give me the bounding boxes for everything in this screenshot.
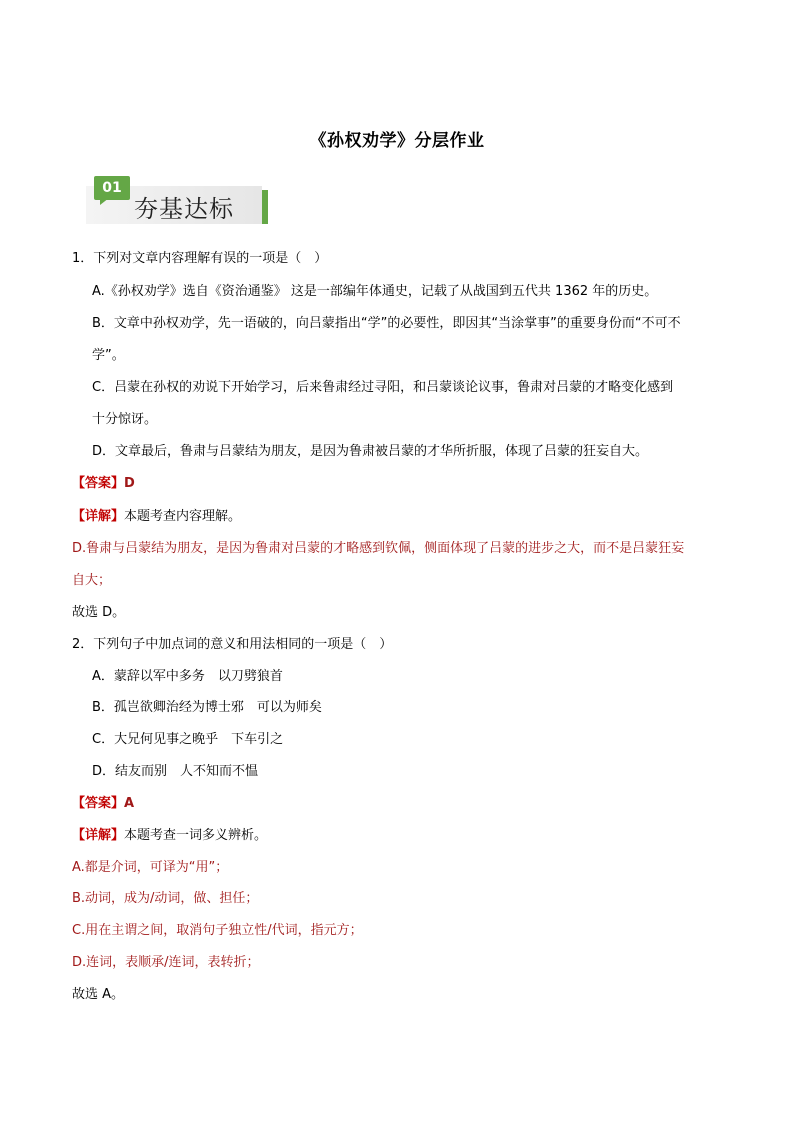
question-1-explanation-line: 自大； <box>72 573 112 588</box>
question-2-answer <box>72 795 134 813</box>
question-2-stem: 2．下列句子中加点词的意义和用法相同的一项是（ ） <box>72 637 393 652</box>
answer-value: A <box>124 796 135 811</box>
banner-accent-bar <box>262 190 268 224</box>
page-title: 《孙权劝学》分层作业 <box>309 131 485 151</box>
speech-bubble-tail-icon <box>100 198 109 205</box>
question-2-option-c: C．大兄何见事之晚乎 下车引之 <box>92 732 284 747</box>
answer-label: 【答案】 <box>72 796 125 811</box>
question-1-option-a: A.《孙权劝学》选自《资治通鉴》 这是一部编年体通史，记载了从战国到五代共 1362 年的历史。 <box>92 284 658 299</box>
question-2-explanation-line: C.用在主谓之间，取消句子独立性/代词，指元方； <box>72 923 363 938</box>
question-2-conclusion: 故选 A。 <box>72 987 125 1002</box>
question-1-explanation-line: D.鲁肃与吕蒙结为朋友，是因为鲁肃对吕蒙的才略感到钦佩，侧面体现了吕蒙的进步之大，而不是吕蒙狂妄 <box>72 541 685 556</box>
question-1-detail <box>72 508 241 526</box>
question-1-option-c-cont: 十分惊讶。 <box>92 412 158 427</box>
question-2-detail <box>72 827 267 845</box>
question-2-option-b: B．孤岂欲卿治经为博士邪 可以为师矣 <box>92 700 322 715</box>
question-2-option-d: D．结友而别 人不知而不愠 <box>92 764 259 779</box>
question-2-explanation-line: B.动词，成为/动词，做、担任； <box>72 891 259 906</box>
section-number-badge: 01 <box>94 176 130 200</box>
question-1-option-d: D．文章最后，鲁肃与吕蒙结为朋友，是因为鲁肃被吕蒙的才华所折服，体现了吕蒙的狂妄自大。 <box>92 444 649 459</box>
detail-text: 本题考查内容理解。 <box>124 509 242 524</box>
detail-label: 【详解】 <box>72 828 125 843</box>
answer-label: 【答案】 <box>72 476 125 491</box>
question-1-conclusion: 故选 D。 <box>72 605 126 620</box>
question-2-explanation-line: D.连词，表顺承/连词，表转折； <box>72 955 260 970</box>
question-1-option-b-cont: 学”。 <box>92 348 125 363</box>
question-2-option-a: A．蒙辞以军中多务 以刀劈狼首 <box>92 669 283 684</box>
question-1-option-b: B．文章中孙权劝学，先一语破的，向吕蒙指出“学”的必要性，即因其“当涂掌事”的重要身份而“不可不 <box>92 316 681 331</box>
answer-value: D <box>124 476 135 491</box>
question-1-answer <box>72 475 135 493</box>
detail-label: 【详解】 <box>72 509 125 524</box>
section-banner <box>86 174 272 226</box>
question-2-explanation-line: A.都是介词，可译为“用”； <box>72 860 229 875</box>
question-1-option-c: C．吕蒙在孙权的劝说下开始学习，后来鲁肃经过寻阳，和吕蒙谈论议事，鲁肃对吕蒙的才略变化感到 <box>92 380 674 395</box>
question-1-stem: 1．下列对文章内容理解有误的一项是（ ） <box>72 251 328 266</box>
section-label: 夯基达标 <box>134 195 234 223</box>
detail-text: 本题考查一词多义辨析。 <box>124 828 268 843</box>
